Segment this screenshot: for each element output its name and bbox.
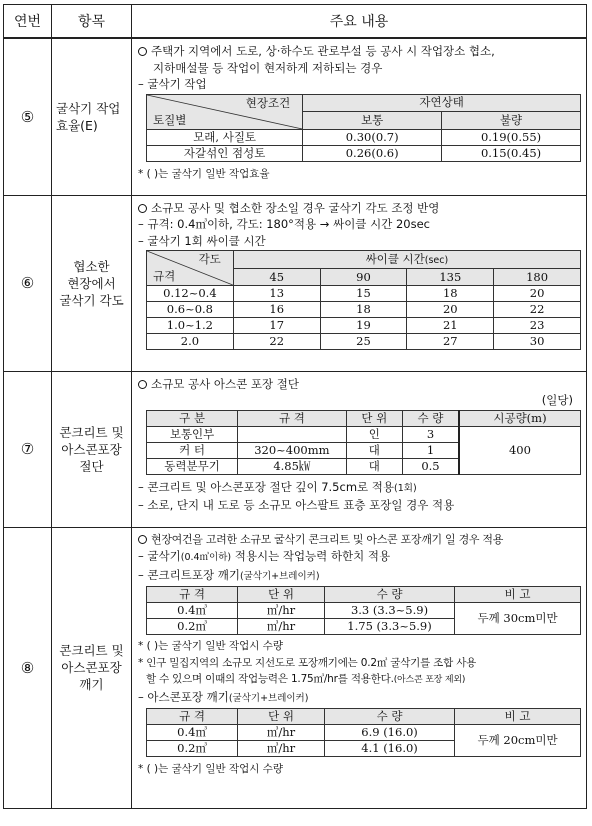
remark-value: 두께 30cm미만 [455,603,581,635]
group-header: 자연상태 [303,94,581,112]
table-row [147,129,581,145]
cell-value: 23 [494,318,581,334]
col-header: 불량 [442,112,581,130]
asphalt-breaking-table [146,708,581,757]
row-8 [4,527,587,808]
row-7-item-line: 콘크리트 및 [59,424,124,440]
header-content: 주요 내용 [132,5,587,39]
cell-value: 22 [233,334,320,350]
remark-value: 두께 20cm미만 [455,725,581,757]
col-header: 단 위 [238,709,325,725]
cell-value: 20 [407,302,494,318]
row-5-dash: – 굴삭기 작업 [138,77,207,91]
cell-value: 1 [403,442,459,458]
row-8-item-line: 콘크리트 및 [59,643,124,658]
row-6-number: ⑥ [4,195,52,371]
cell-value: 320~400mm [238,442,347,458]
cell-value: 0.2㎥ [147,741,238,757]
cell-value [238,426,347,442]
group-header-unit: (sec) [424,254,449,266]
cell-value: 6.9 (16.0) [324,725,454,741]
table-row [147,145,581,161]
asphalt-cutting-table [146,410,581,475]
col-header: 구 분 [147,410,238,426]
cell-value: 3 [403,426,459,442]
row-label: 2.0 [147,334,234,350]
col-header: 수 량 [324,709,454,725]
diag-top-label: 현장조건 [245,95,291,110]
col-header: 보통 [303,112,442,130]
row-8-item [52,527,132,808]
cell-value: 대 [346,458,402,474]
cell-value: 18 [320,302,407,318]
col-header: 단 위 [346,410,402,426]
row-8-number: ⑧ [4,527,52,808]
main-table [3,4,587,809]
row-8-dash-1-small: (0.4㎥이하) [180,552,232,563]
row-7-number: ⑦ [4,371,52,527]
row-5-item-line: 효율(E) [56,117,98,133]
circle-bullet-icon [138,204,147,213]
cell-value: 17 [233,318,320,334]
row-8-bullet: 현장여건을 고려한 소규모 굴삭기 콘크리트 및 아스콘 포장깨기 일 경우 적용 [151,532,504,546]
cell-value: 27 [407,334,494,350]
col-header: 단 위 [238,587,325,603]
row-7-bullet: 소규모 공사 아스콘 포장 절단 [151,376,299,391]
col-header: 수 량 [324,587,454,603]
col-header: 90 [320,269,407,286]
row-label: 1.0~1.2 [147,318,234,334]
row-8-note-2-small: (아스콘 포장 제외) [393,675,466,685]
cell-value: 인 [346,426,402,442]
row-6-dash-2: – 굴삭기 1회 싸이클 시간 [138,233,266,248]
cell-value: 0.4㎥ [147,725,238,741]
table-row [147,603,581,619]
row-7-content [132,371,587,527]
diag-bottom-label: 토질별 [153,112,187,127]
cell-value: 0.26(0.6) [303,145,442,161]
row-label: 0.6~0.8 [147,302,234,318]
row-8-content [132,527,587,808]
row-6-dash-1: – 규격: 0.4㎥이하, 각도: 180°적용 → 싸이클 시간 20sec [138,217,430,231]
col-header: 규 격 [147,709,238,725]
col-header: 45 [233,269,320,286]
cell-value: 21 [407,318,494,334]
row-8-dash-1a: – 굴삭기 [138,549,181,563]
row-8-dash-1b: 적용시는 작업능력 하한치 적용 [231,549,391,563]
table-row [147,318,581,334]
diag-bottom-label: 규격 [153,269,176,283]
row-label: 0.12~0.4 [147,286,234,302]
col-header: 비 고 [455,587,581,603]
row-5-note: * ( )는 굴삭기 일반 작업효율 [138,167,270,180]
row-7-dash-1-small: (1회) [394,482,417,494]
row-7-item [52,371,132,527]
output-value: 400 [459,426,581,474]
row-5-bullet-b: 지하매설물 등 작업이 현저하게 저하되는 경우 [153,60,383,75]
cell-value: 30 [494,334,581,350]
row-label: 모래, 사질토 [147,129,303,145]
table-row [147,286,581,302]
row-7-item-line: 아스콘포장 [61,441,122,457]
row-label: 커 터 [147,442,238,458]
row-7-dash-1: – 콘크리트 및 아스콘포장 절단 깊이 7.5cm로 적용 [138,479,395,494]
cell-value: 3.3 (3.3~5.9) [324,603,454,619]
row-8-dash-3-small: (굴삭기+브레이커) [228,692,309,704]
row-5-number: ⑤ [4,38,52,195]
cell-value: 18 [407,286,494,302]
row-5-content [132,38,587,195]
group-header-label: 싸이클 시간 [365,251,425,266]
col-header: 180 [494,269,581,286]
row-8-note-1: * ( )는 굴삭기 일반 작업시 수량 [138,640,284,652]
row-6-item-line: 현장에서 [67,275,116,291]
row-6 [4,195,587,371]
row-6-bullet: 소규모 공사 및 협소한 장소일 경우 굴삭기 각도 조정 반영 [151,200,440,215]
cell-value: 0.2㎥ [147,619,238,635]
cell-value: 0.4㎥ [147,603,238,619]
cell-value: 0.5 [403,458,459,474]
row-label: 동력분무기 [147,458,238,474]
row-6-content [132,195,587,371]
row-7-unit-note: (일당) [541,393,573,407]
cell-value: 16 [233,302,320,318]
row-5-bullet-a: 주택가 지역에서 도로, 상·하수도 관로부설 등 공사 시 작업장소 협소, [151,44,495,58]
cell-value: 0.19(0.55) [442,129,581,145]
cycle-time-table [146,250,581,350]
cell-value: ㎥/hr [238,619,325,635]
col-header: 시공량(m) [459,410,581,426]
cell-value: ㎥/hr [238,603,325,619]
row-6-item-line: 굴삭기 각도 [59,292,124,308]
col-header: 135 [407,269,494,286]
table-row [147,426,581,442]
cell-value: 20 [494,286,581,302]
row-8-note-3: * ( )는 굴삭기 일반 작업시 수량 [138,763,284,775]
cell-value: 4.85㎾ [238,458,347,474]
row-8-dash-2: – 콘크리트포장 깨기 [138,567,240,582]
diag-top-label: 각도 [198,252,221,266]
row-8-dash-3: – 아스콘포장 깨기 [138,689,229,704]
table-row [147,302,581,318]
row-8-item-line: 아스콘포장 [61,660,122,675]
cell-value: 25 [320,334,407,350]
header-item: 항목 [52,5,132,39]
header-no: 연번 [4,5,52,39]
col-header: 규 격 [147,587,238,603]
row-8-item-line: 깨기 [79,677,104,692]
col-header: 규 격 [238,410,347,426]
diag-header-cell [147,94,303,129]
row-5-item [52,38,132,195]
row-7 [4,371,587,527]
row-label: 보통인부 [147,426,238,442]
col-header: 수 량 [403,410,459,426]
table-row [147,334,581,350]
cell-value: 대 [346,442,402,458]
row-7-dash-2: – 소로, 단지 내 도로 등 소규모 아스팔트 표층 포장일 경우 적용 [138,498,455,512]
row-8-note-2b: 할 수 있으며 이때의 작업능력은 1.75㎥/hr를 적용한다. [146,673,394,685]
cell-value: 15 [320,286,407,302]
circle-bullet-icon [138,47,147,56]
group-header [233,251,580,269]
cell-value: 19 [320,318,407,334]
cell-value: ㎥/hr [238,725,325,741]
row-6-item [52,195,132,371]
cell-value: 13 [233,286,320,302]
diag-header-cell [147,251,234,286]
concrete-breaking-table [146,586,581,635]
row-label: 자갈섞인 점성토 [147,145,303,161]
row-5-item-line: 굴삭기 작업 [56,100,121,116]
circle-bullet-icon [138,535,147,544]
cell-value: 4.1 (16.0) [324,741,454,757]
row-5 [4,38,587,195]
cell-value: 0.15(0.45) [442,145,581,161]
header-row [4,5,587,39]
cell-value: ㎥/hr [238,741,325,757]
row-8-dash-2-small: (굴삭기+브레이커) [239,570,320,582]
table-row [147,725,581,741]
cell-value: 1.75 (3.3~5.9) [324,619,454,635]
excavator-efficiency-table [146,94,581,162]
row-6-item-line: 협소한 [73,258,110,274]
cell-value: 22 [494,302,581,318]
row-7-item-line: 절단 [79,458,104,474]
cell-value: 0.30(0.7) [303,129,442,145]
col-header: 비 고 [455,709,581,725]
circle-bullet-icon [138,380,147,389]
row-8-note-2a: * 인구 밀집지역의 소규모 지선도로 포장깨기에는 0.2㎥ 굴삭기를 조합 사용 [138,656,477,669]
